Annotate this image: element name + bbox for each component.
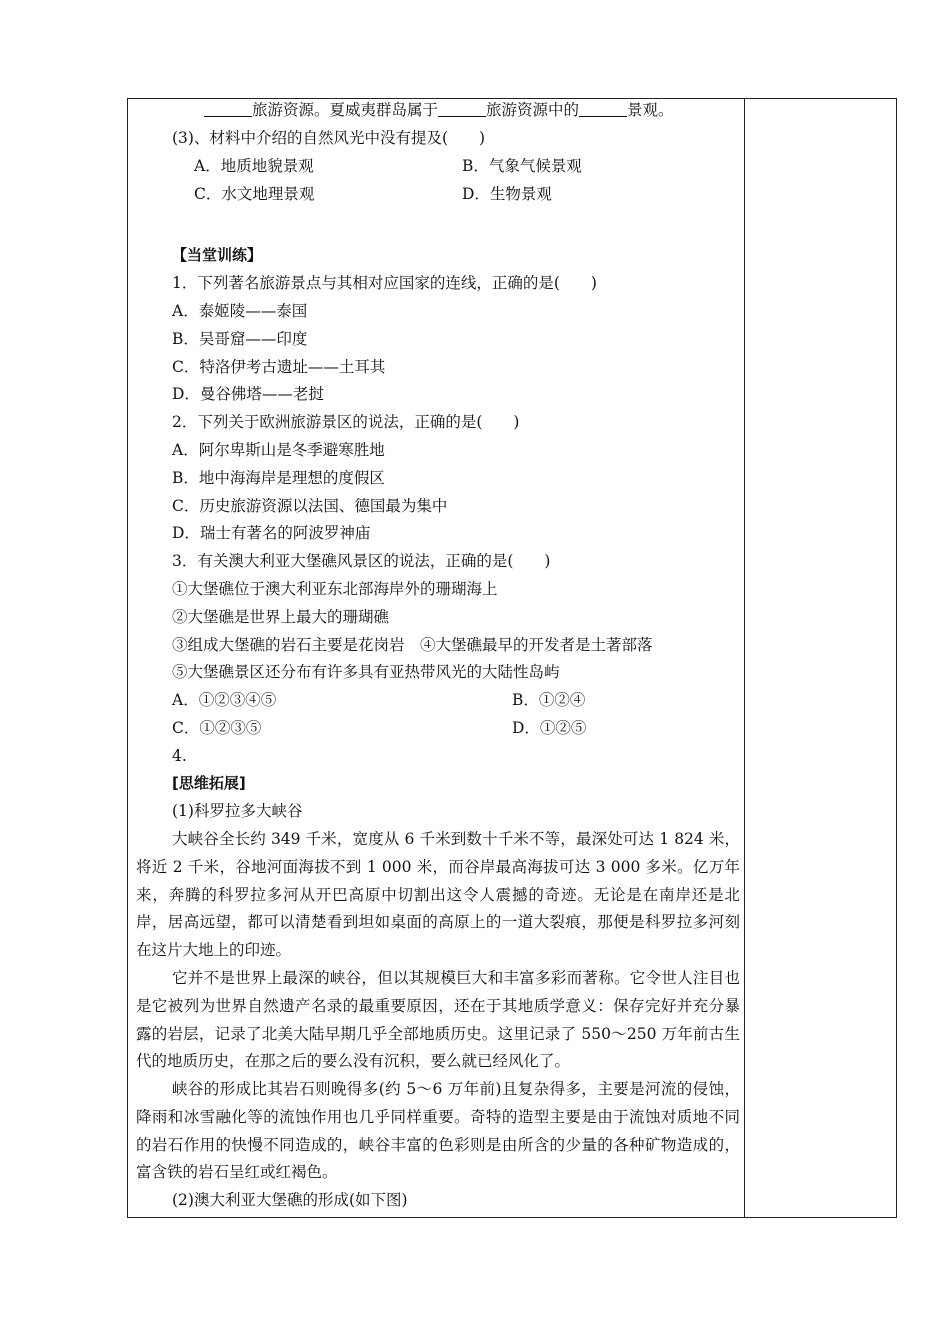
- option-b: B．吴哥窟——印度: [172, 330, 308, 348]
- statement-item: ③组成大堡礁的岩石主要是花岗岩 ④大堡礁最早的开发者是土著部落: [172, 636, 653, 654]
- statement-item: ⑤大堡礁景区还分布有许多具有亚热带风光的大陆性岛屿: [172, 663, 560, 681]
- paragraph: 峡谷的形成比其岩石则晚得多(约 5～6 万年前)且复杂得多，主要是河流的侵蚀，降雨和冰雪融化等的流蚀作用也几乎同样重要。奇特的造型主要是由于流蚀对质地不同的岩石作用的快慢不同造成的，峡谷丰富的色彩则是由所含的少量的各种矿物造成的，富含铁的岩石呈红或红褐色。: [136, 1080, 740, 1182]
- answer-blank[interactable]: [579, 101, 627, 118]
- subsection-title: (2)澳大利亚大堡礁的形成(如下图): [172, 1191, 408, 1209]
- option-c: C．①②③⑤: [172, 719, 262, 737]
- question-text: (3)、材料中介绍的自然风光中没有提及( ): [172, 129, 486, 147]
- question-text: 3．有关澳大利亚大堡礁风景区的说法，正确的是( ): [172, 552, 551, 570]
- option-d: D．生物景观: [462, 185, 552, 203]
- option-c: C．特洛伊考古遗址——土耳其: [172, 358, 386, 376]
- option-b: B．①②④: [512, 691, 586, 709]
- question-text: 2．下列关于欧洲旅游景区的说法，正确的是( ): [172, 413, 520, 431]
- answer-blank[interactable]: [204, 101, 252, 118]
- answer-blank[interactable]: [438, 101, 486, 118]
- option-c: C．水文地理景观: [194, 185, 315, 203]
- main-column: [128, 99, 744, 1217]
- option-b: B．气象气候景观: [462, 157, 582, 175]
- section-heading: 【当堂训练】: [172, 246, 263, 264]
- option-d: D．瑞士有著名的阿波罗神庙: [172, 524, 371, 542]
- option-a: A．地质地貌景观: [194, 157, 314, 175]
- option-d: D．①②⑤: [512, 719, 587, 737]
- subsection-title: (1)科罗拉多大峡谷: [172, 802, 303, 820]
- question-text: 1．下列著名旅游景点与其相对应国家的连线，正确的是( ): [172, 274, 597, 292]
- option-a: A．泰姬陵——泰国: [172, 302, 308, 320]
- option-d: D．曼谷佛塔——老挝: [172, 385, 324, 403]
- section-heading: [思维拓展]: [172, 774, 246, 792]
- question-number: 4.: [172, 747, 187, 765]
- notes-column-divider: [744, 99, 745, 1217]
- paragraph: 它并不是世界上最深的峡谷，但以其规模巨大和丰富多彩而著称。它令世人注目也是它被列为世界自然遗产名录的最重要原因，还在于其地质学意义：保存完好并充分暴露的岩层，记录了北美大陆早期几乎全部地质历史。这里记录了 550～250 万年前古生代的地质历史，在那之后的要么没有沉积，要么就已经风化了。: [136, 969, 740, 1071]
- fill-blank-line: 旅游资源。夏威夷群岛属于 旅游资源中的 景观。: [204, 97, 674, 125]
- option-b: B．地中海海岸是理想的度假区: [172, 469, 385, 487]
- option-a: A．①②③④⑤: [172, 691, 277, 709]
- option-c: C．历史旅游资源以法国、德国最为集中: [172, 497, 448, 515]
- statement-item: ①大堡礁位于澳大利亚东北部海岸外的珊瑚海上: [172, 580, 498, 598]
- worksheet-table: [127, 98, 897, 1218]
- statement-item: ②大堡礁是世界上最大的珊瑚礁: [172, 608, 390, 626]
- paragraph: 大峡谷全长约 349 千米，宽度从 6 千米到数十千米不等，最深处可达 1 824 米，将近 2 千米，谷地河面海拔不到 1 000 米，而谷岸最高海拔可达 3 000 多米。亿万年来，奔腾的科罗拉多河从开巴高原中切割出这令人震撼的奇迹。无论是在南岸还是北岸，居高远望，都可以清楚看到坦如桌面的高原上的一道大裂痕，那便是科罗拉多河刻在这片大地上的印迹。: [136, 830, 740, 960]
- option-a: A．阿尔卑斯山是冬季避寒胜地: [172, 441, 385, 459]
